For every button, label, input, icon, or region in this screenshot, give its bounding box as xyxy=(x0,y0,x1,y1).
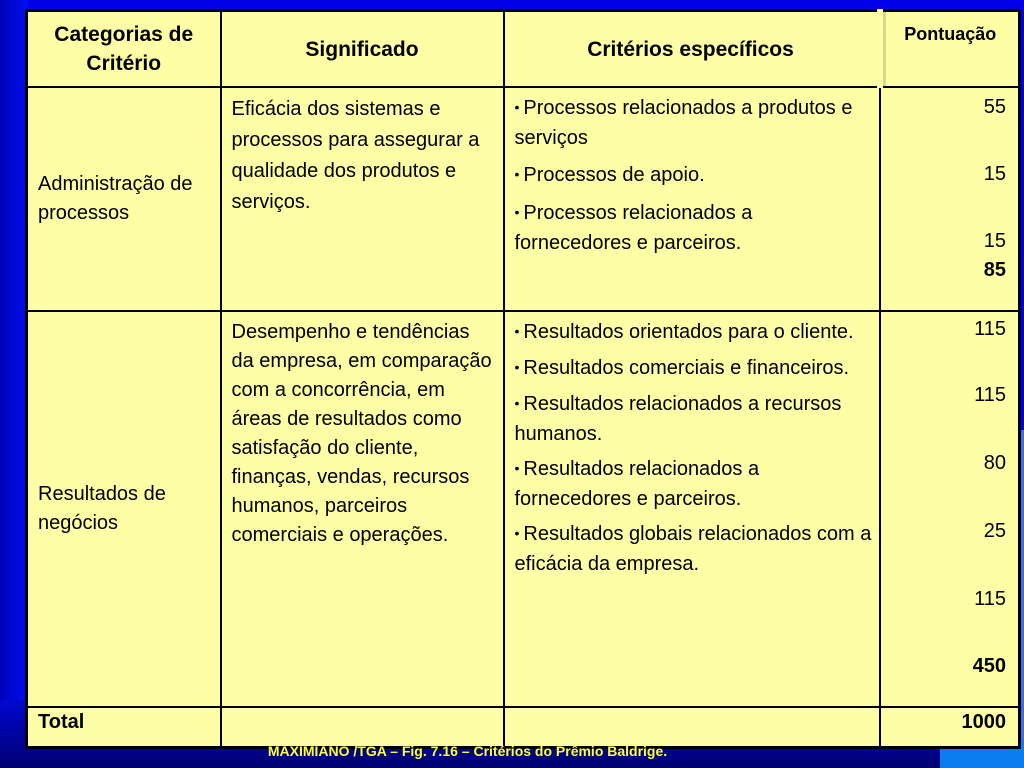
meaning-cell: Desempenho e tendências da empresa, em comparação com a concorrência, em áreas de resultados como satisfação do cliente, finanças, vendas, recursos humanos, parceiros comerciais e operações. xyxy=(221,311,504,707)
bullet-icon: • xyxy=(514,204,520,220)
score-value: 55 xyxy=(983,96,1006,118)
criteria-item-text: Processos relacionados a fornecedores e parceiros. xyxy=(514,202,753,254)
criteria-item xyxy=(515,161,875,191)
score-value: 115 xyxy=(974,588,1006,610)
header-criteria: Critérios específicos xyxy=(504,11,880,88)
bullet-icon: • xyxy=(514,323,520,339)
criteria-item xyxy=(515,455,875,514)
criteria-cell xyxy=(504,87,880,311)
criteria-item-text: Resultados comerciais e financeiros. xyxy=(523,357,850,379)
score-value: 15 xyxy=(983,230,1006,252)
criteria-item xyxy=(515,94,875,153)
criteria-item xyxy=(515,390,875,449)
criteria-item-text: Processos de apoio. xyxy=(523,164,705,186)
score-value: 15 xyxy=(983,163,1006,185)
header-score: Pontuação xyxy=(880,11,1020,88)
bullet-icon: • xyxy=(514,99,520,115)
table-row xyxy=(27,87,1020,311)
score-value: 25 xyxy=(983,520,1006,542)
header-category: Categorias de Critério xyxy=(27,11,221,88)
criteria-item xyxy=(515,354,875,384)
category-cell: Resultados de negócios xyxy=(27,311,221,707)
total-value: 1000 xyxy=(880,707,1020,748)
score-value: 115 xyxy=(974,384,1006,406)
criteria-item xyxy=(515,199,875,258)
score-subtotal: 450 xyxy=(972,655,1006,677)
score-value: 115 xyxy=(974,318,1006,340)
criteria-item-text: Resultados relacionados a fornecedores e parceiros. xyxy=(514,458,760,510)
bullet-icon: • xyxy=(514,395,520,411)
criteria-item-text: Resultados globais relacionados com a eficácia da empresa. xyxy=(514,523,872,575)
meaning-cell: Eficácia dos sistemas e processos para assegurar a qualidade dos produtos e serviços. xyxy=(221,87,504,311)
score-subtotal: 85 xyxy=(983,259,1006,281)
figure-caption: MAXIMIANO /TGA – Fig. 7.16 – Critérios do Prêmio Baldrige. xyxy=(267,743,668,759)
bullet-icon: • xyxy=(514,460,520,476)
score-cell xyxy=(880,311,1020,707)
score-cell xyxy=(880,87,1020,311)
header-row xyxy=(27,11,1020,88)
bullet-icon: • xyxy=(514,525,520,541)
criteria-item-text: Processos relacionados a produtos e serviços xyxy=(514,97,853,149)
bullet-icon: • xyxy=(514,359,520,375)
criteria-item xyxy=(515,520,875,579)
header-meaning: Significado xyxy=(221,11,504,88)
score-value: 80 xyxy=(983,452,1006,474)
background-left-gradient xyxy=(0,0,28,768)
table-row xyxy=(27,311,1020,707)
baldrige-criteria-table xyxy=(25,9,1021,749)
criteria-cell xyxy=(504,311,880,707)
category-cell: Administração de processos xyxy=(27,87,221,311)
criteria-item-text: Resultados orientados para o cliente. xyxy=(523,321,854,343)
total-label: Total xyxy=(27,707,221,748)
criteria-item-text: Resultados relacionados a recursos humanos. xyxy=(514,393,842,445)
criteria-item xyxy=(515,318,875,348)
bullet-icon: • xyxy=(514,166,520,182)
